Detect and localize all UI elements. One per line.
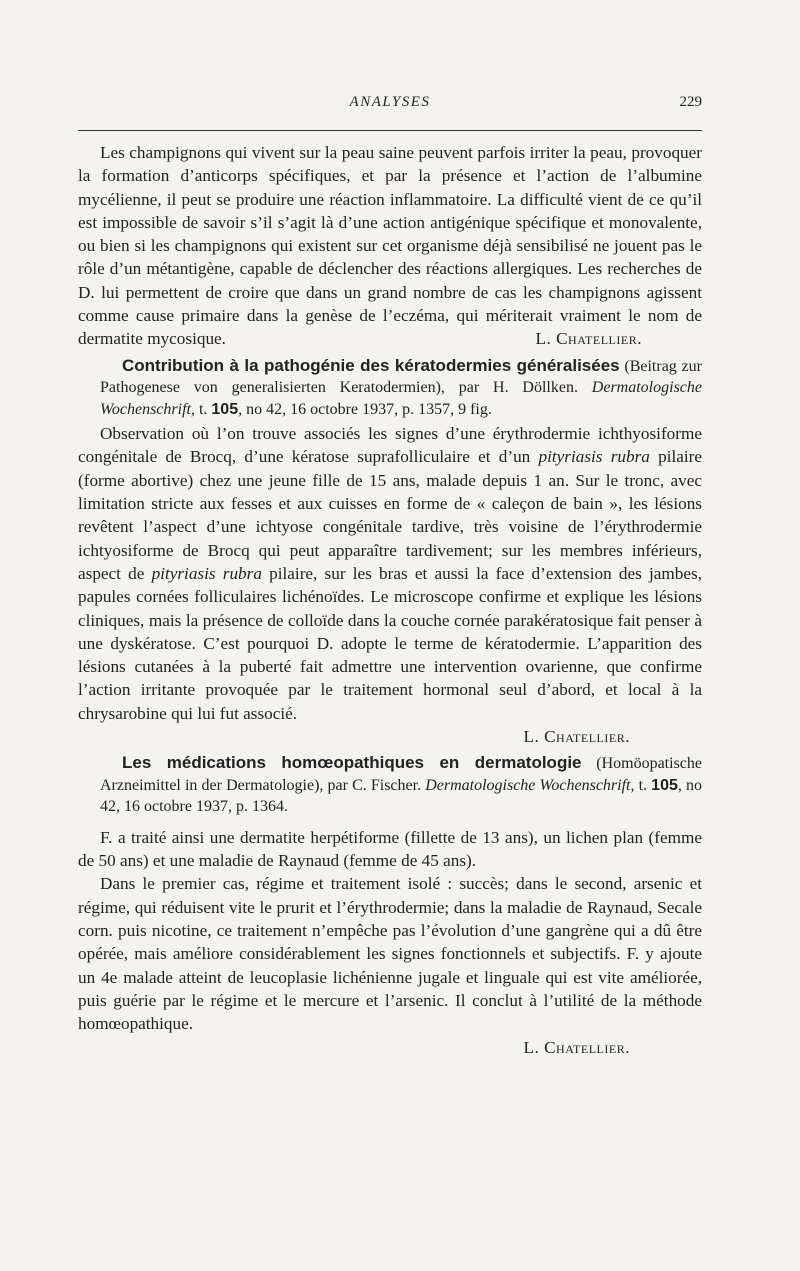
paragraph xyxy=(78,422,702,725)
signature: L. Chatellier. xyxy=(523,727,630,747)
entry-reference-tome: t. xyxy=(634,776,652,794)
entry-title: Contribution à la pathogénie des kératodermies généralisées xyxy=(122,355,620,375)
italic-term: pityriasis rubra xyxy=(538,447,650,467)
article-body xyxy=(78,141,702,1059)
paragraph-text: Observation où l’on trouve associés les signes d’une érythrodermie ichthyosiforme congénitale de Brocq, d’une kératose suprafolliculaire et d’un xyxy=(78,424,702,467)
entry-reference-details: , no 42, 16 octobre 1937, p. 1357, 9 fig. xyxy=(238,400,492,418)
running-title: ANALYSES xyxy=(349,94,431,110)
entry-heading xyxy=(78,355,702,421)
italic-term: pityriasis rubra xyxy=(151,563,262,583)
entry-heading xyxy=(78,752,702,818)
paragraph: Dans le premier cas, régime et traitement isolé : succès; dans le second, arsenic et régime, qui réduisent vite le prurit et l’érythrodermie; dans la maladie de Raynaud, Secale corn. puis nicotine, ce traitement n’empêche pas l’évolution d’une gangrène qui a dû être opérée, mais améliore considérablement les signes fonctionnels et subjectifs. F. y ajoute un 4e malade atteint de leucoplasie lichénienne jugale et linguale qui est vite améliorée, puis guérie par le régime et le mercure et l’arsenic. Il conclut à l’utilité de la méthode homœopathique. xyxy=(78,874,702,1034)
entry-reference-details: , no 42, 16 octobre 1937, p. 1364. xyxy=(100,776,702,816)
entry-reference: (Homöopatische Arzneimittel in der Dermatologie), par C. Fischer. xyxy=(100,755,703,794)
page-number: 229 xyxy=(679,94,702,110)
signature: L. Chatellier. xyxy=(523,1037,630,1057)
journal-name: Dermatologische Wochenschrift, xyxy=(425,776,635,794)
entry-reference-tome: t. xyxy=(194,400,212,418)
entry-volume: 105 xyxy=(651,776,678,794)
paragraph-text: Les champignons qui vivent sur la peau saine peuvent parfois irriter la peau, provoquer la formation d’anticorps spécifiques, et par la présence et l’action de l’albumine mycélienne, il peut se produire une réaction inflammatoire. La difficulté vient de ce qu’il est impossible de savoir s’il s’agit là d’une action antigénique spécifique et monovalente, ou bien si les champignons qui existent sur cet organisme déjà sensibilisé ne jouent pas le rôle d’un métantigène, capable de déclencher des réactions allergiques. Les recherches de D. lui permettent de croire que dans un grand nombre de cas les champignons agissent comme cause primaire dans la genèse de l’eczéma, qui mériterait vraiment le nom de dermatite mycosique. xyxy=(78,143,702,349)
entry-title: Les médications homœopathiques en dermatologie xyxy=(122,753,582,773)
paragraph: F. a traité ainsi une dermatite herpétiforme (fillette de 13 ans), un lichen plan (femme de 50 ans) et une maladie de Raynaud (femme de 45 ans). xyxy=(78,827,702,871)
entry-reference: (Beitrag zur Pathogenese von generalisierten Keratodermien), par H. Döllken. xyxy=(100,357,702,397)
paragraph xyxy=(78,141,702,351)
journal-name: Dermatologische Wochenschrift, xyxy=(100,379,702,418)
running-header xyxy=(78,92,702,118)
entry-volume: 105 xyxy=(211,400,239,418)
signature: L. Chatellier. xyxy=(535,329,642,349)
paragraph-text: pilaire (forme abortive) chez une jeune fille de 15 ans, malade depuis 1 an. Sur le tronc, avec limitation stricte aux fesses et aux cuisses en forme de « caleçon de bain », les lésions revêtent l’aspect d’une ichtyose congénitale tardive, très voisine de l’érythrodermie ichtyosiforme de Brocq qui peut apparaître tardivement; sur les membres inférieurs, aspect de xyxy=(78,447,702,583)
paragraph-text: pilaire, sur les bras et aussi la face d’extension des jambes, papules cornées folliculaires lichénoïdes. Le microscope confirme et explique les lésions cliniques, mais la présence de colloïde dans la couche cornée parakératosique fait penser à une dyskératose. C’est pourquoi D. adopte le terme de kératodermie. L’apparition des lésions cutanées à la puberté fait admettre une intervention ovarienne, que confirme l’action irritante provoquée par le traitement hormonal seul d’abord, et local à la chrysarobine qui lui fut associé. xyxy=(78,563,702,723)
header-rule xyxy=(78,130,702,131)
